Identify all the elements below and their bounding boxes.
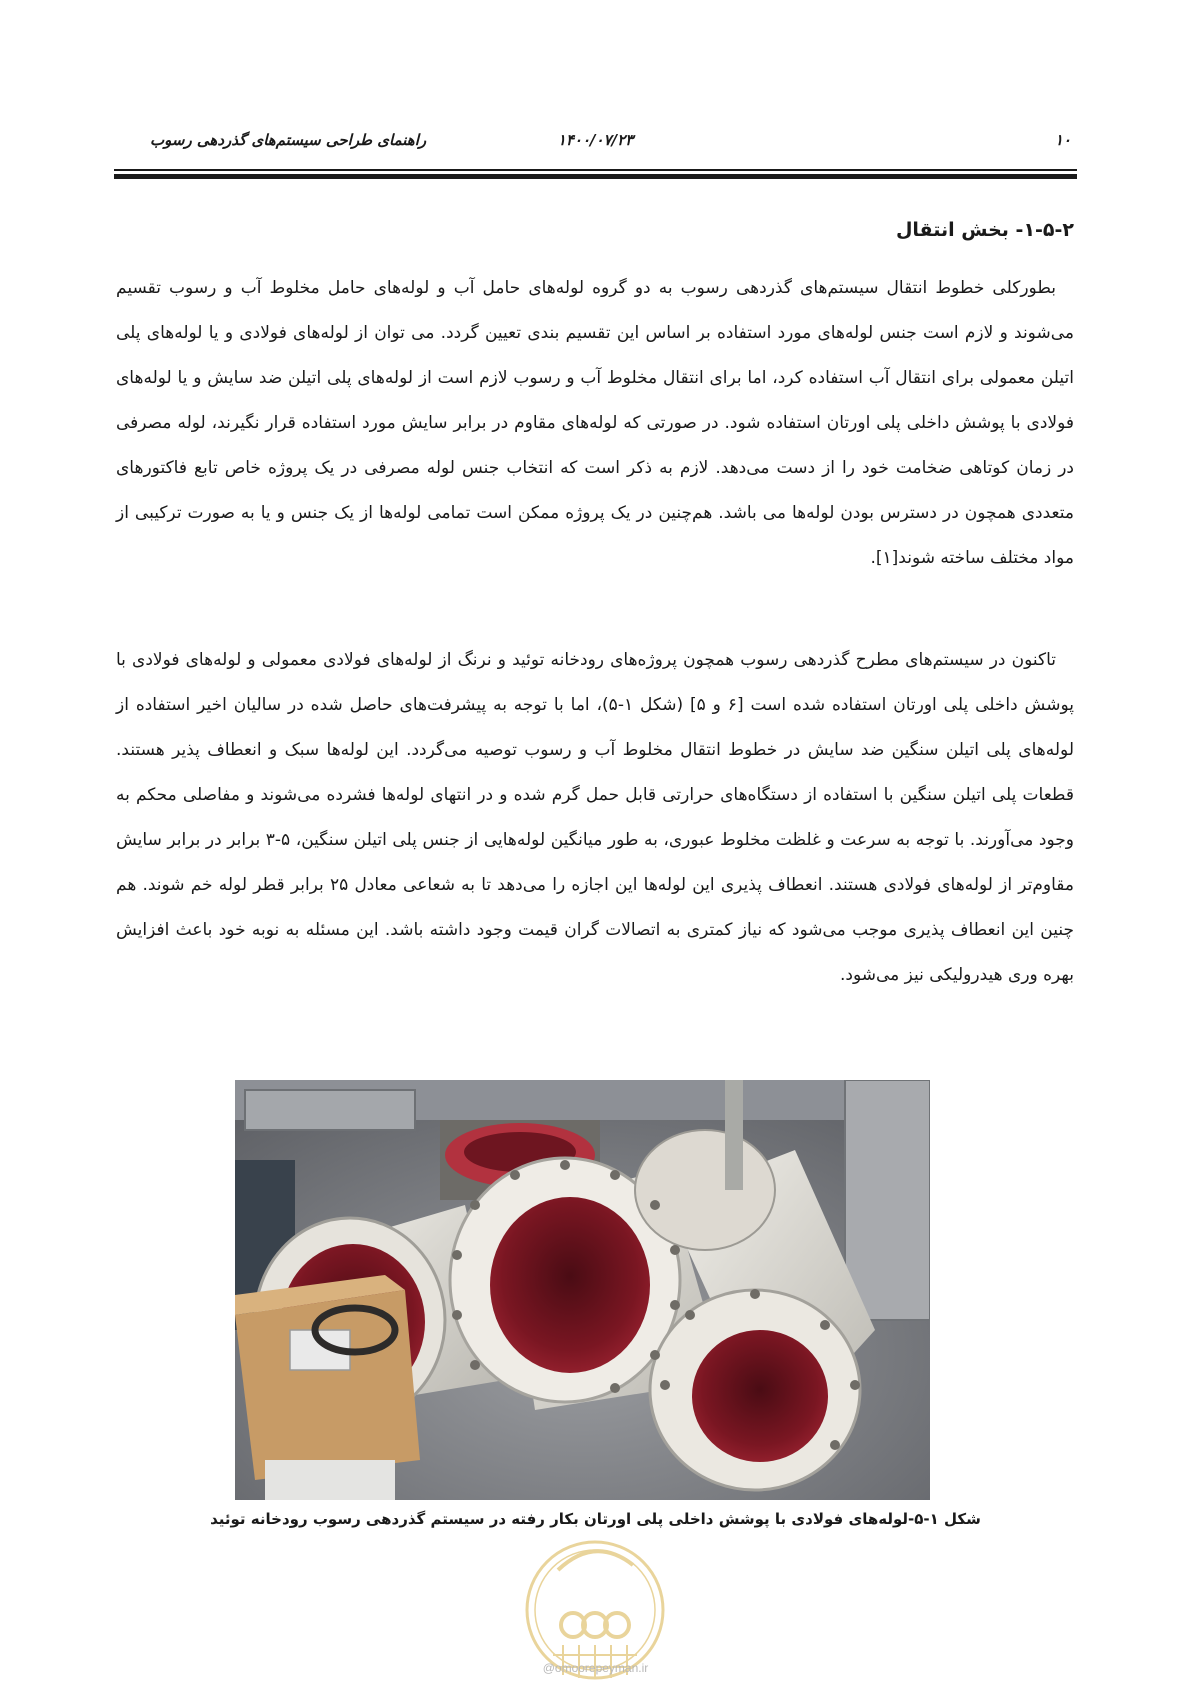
header-rule-thick xyxy=(114,174,1077,179)
header-rule-thin xyxy=(114,169,1077,171)
paragraph-1-text: بطورکلی خطوط انتقال سیستم‌های گذردهی رسوب به دو گروه لوله‌های حامل آب و لوله‌های حامل مخلوط آب و رسوب تقسیم می‌شوند و لازم است جنس لوله‌های مورد استفاده بر اساس این تقسیم بندی تعیین گردد. می توان از لوله‌های فولادی و یا لوله‌های پلی اتیلن معمولی برای انتقال آب استفاده کرد، اما برای انتقال مخلوط آب و رسوب لازم است از لوله‌های پلی اتیلن ضد سایش و یا لوله‌های فولادی با پوشش داخلی پلی اورتان استفاده شود. در صورتی که لوله‌های مقاوم در برابر سایش مورد استفاده قرار نگیرند، لوله مصرفی در زمان کوتاهی ضخامت خود را از دست می‌دهد. لازم به ذکر است که انتخاب جنس لوله مصرفی در یک پروژه خاص تابع فاکتورهای متعددی همچون در دسترس بودن لوله‌ها می باشد. هم‌چنین در یک پروژه ممکن است تمامی لوله‌ها از یک جنس و یا به صورت ترکیبی از مواد مختلف ساخته شوند[۱]. xyxy=(116,278,1074,568)
paragraph-2 xyxy=(116,638,1074,998)
figure-caption: شکل ۱-۵-لوله‌های فولادی با پوشش داخلی پلی اورتان بکار رفته در سیستم گذردهی رسوب رودخانه توئید xyxy=(210,1510,981,1528)
watermark-handle: @omoorepeyman.ir xyxy=(542,1661,649,1675)
paragraph-1 xyxy=(116,266,1074,581)
section-heading: ۱-۵-۲- بخش انتقال xyxy=(895,219,1074,241)
header-date: ۱۴۰۰/۰۷/۲۳ xyxy=(557,131,634,149)
header-title: راهنمای طراحی سیستم‌های گذردهی رسوب xyxy=(150,131,427,149)
paragraph-2-text: تاکنون در سیستم‌های مطرح گذردهی رسوب همچون پروژه‌های رودخانه توئید و نرنگ از لوله‌های فولادی معمولی و لوله‌های فولادی با پوشش داخلی پلی اورتان استفاده شده است [۶ و ۵] (شکل ۱-۵)، اما با توجه به پیشرفت‌های حاصل شده در سالیان اخیر استفاده از لوله‌های پلی اتیلن سنگین ضد سایش در خطوط انتقال مخلوط آب و رسوب توصیه می‌گردد. این لوله‌ها سبک و انعطاف پذیر هستند. قطعات پلی اتیلن سنگین با استفاده از دستگاه‌های حرارتی قابل حمل گرم شده و در انتهای لوله‌ها فشرده می‌شوند و مفاصلی محکم به وجود می‌آورند. با توجه به سرعت و غلظت مخلوط عبوری، به طور میانگین لوله‌هایی از جنس پلی اتیلن سنگین، ۵-۳ برابر در برابر سایش مقاوم‌تر از لوله‌های فولادی هستند. انعطاف پذیری این لوله‌ها این اجازه را می‌دهد تا به شعاعی معادل ۲۵ برابر قطر لوله خم شوند. هم چنین این انعطاف پذیری موجب می‌شود که نیاز کمتری به اتصالات گران قیمت وجود داشته باشد. این مسئله به نوبه خود باعث افزایش بهره وری هیدرولیکی نیز می‌شود. xyxy=(116,650,1074,985)
running-header xyxy=(120,131,1071,161)
pipes-photo-illustration xyxy=(235,1080,930,1500)
page-number: ۱۰ xyxy=(1054,131,1071,149)
figure-photo xyxy=(235,1080,930,1500)
